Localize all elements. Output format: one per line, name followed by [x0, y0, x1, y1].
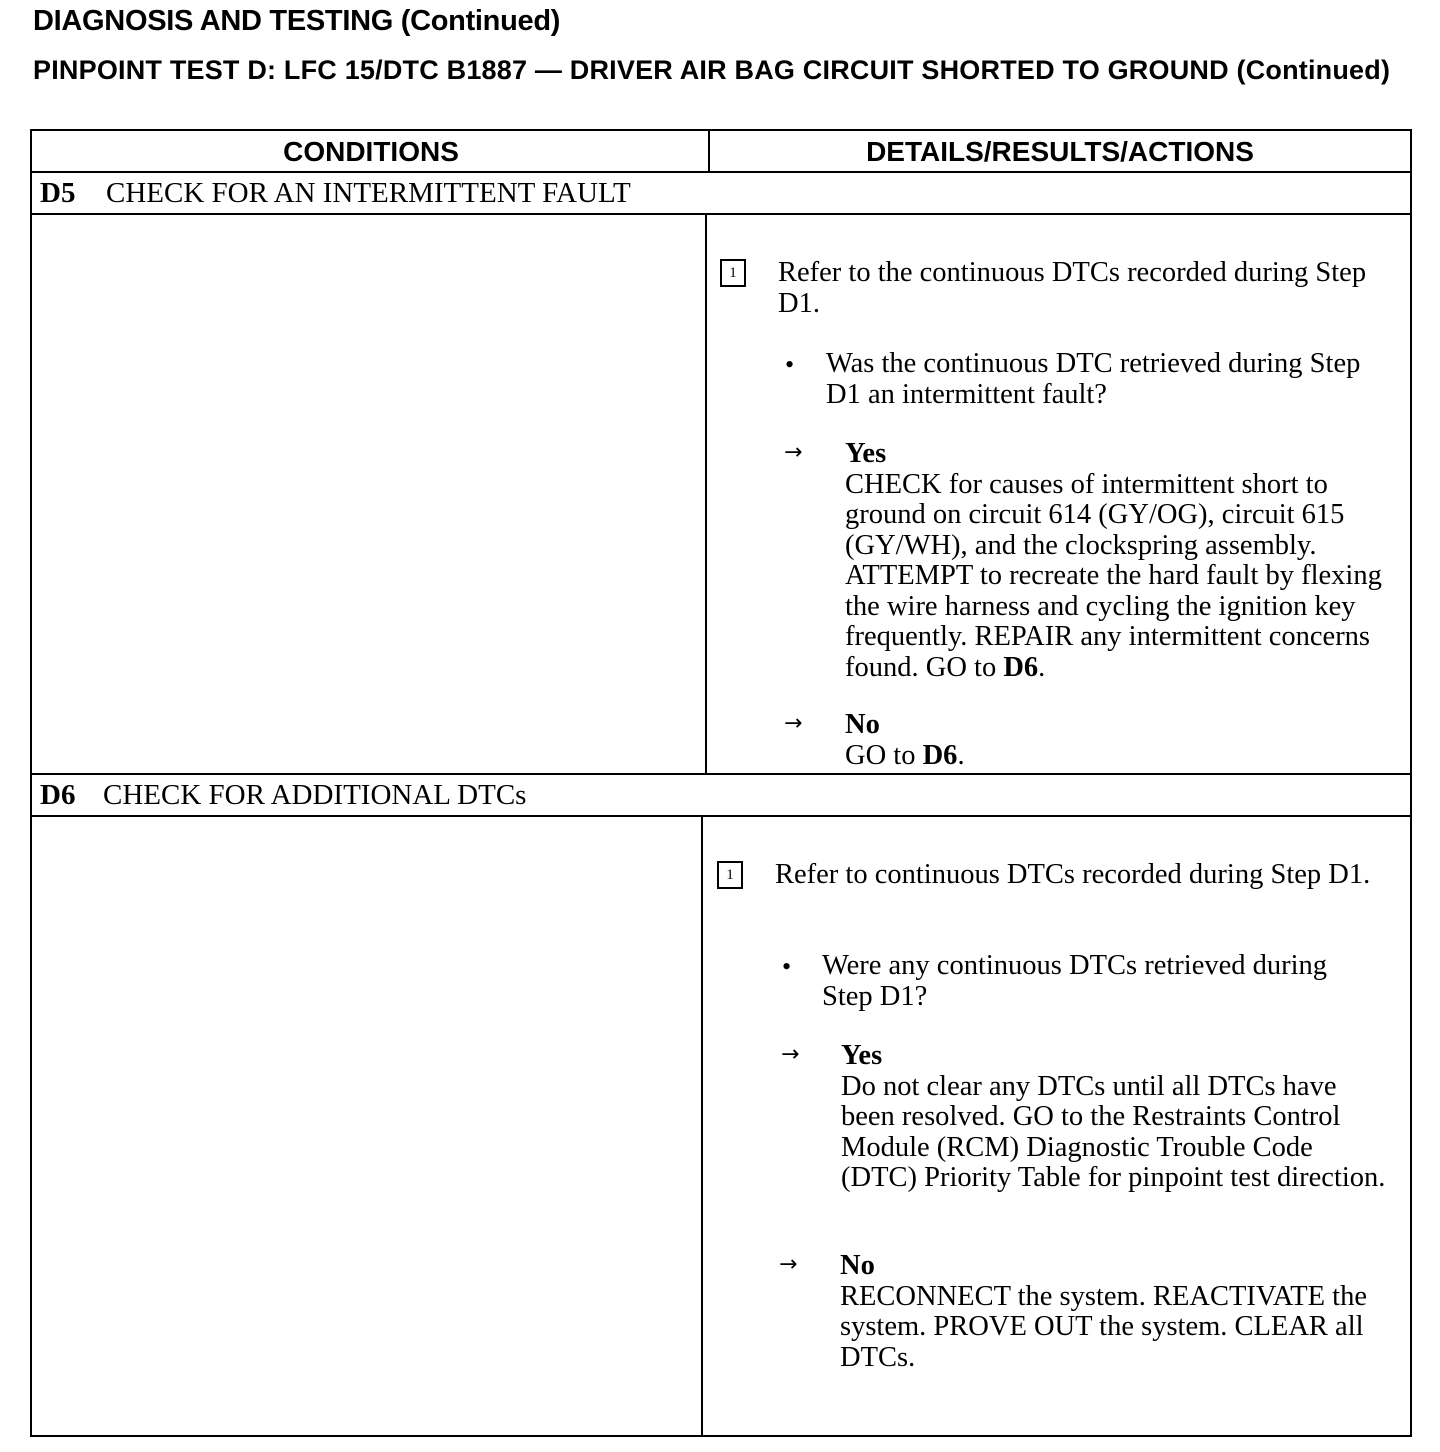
- d5-title-divider: [32, 213, 1410, 215]
- d5-yes-result: [845, 439, 1390, 683]
- d5-yes-action: CHECK for causes of intermittent short to ground on circuit 614 (GY/OG), circuit 615 (GY/WH), and the clockspring assembly. ATTEMPT to recreate the hard fault by flexing the wire harness and cycling the ignition key frequently. REPAIR any intermittent concerns found. GO to D6.: [845, 468, 1382, 683]
- d5-instruction: Refer to the continuous DTCs recorded during Step D1.: [778, 257, 1367, 319]
- step-d6-title-row: [40, 775, 526, 815]
- d5-step-number-box: 1: [720, 259, 746, 287]
- step-d5-title-row: [40, 173, 631, 213]
- d6-no-arrow-icon: →: [779, 1252, 798, 1277]
- d6-step-number-box: 1: [717, 861, 743, 889]
- d5-column-divider: [705, 215, 707, 775]
- d6-no-result: [840, 1251, 1388, 1373]
- d6-instruction: Refer to continuous DTCs recorded during Step D1.: [775, 859, 1371, 890]
- pinpoint-test-title: PINPOINT TEST D: LFC 15/DTC B1887 — DRIVER AIR BAG CIRCUIT SHORTED TO GROUND (Continued): [33, 55, 1391, 85]
- details-column-header: DETAILS/RESULTS/ACTIONS: [866, 136, 1254, 167]
- step-d6-title: CHECK FOR ADDITIONAL DTCs: [103, 779, 527, 811]
- d5-yes-label: Yes: [845, 438, 887, 469]
- d5-no-label: No: [845, 709, 880, 740]
- step-d5-id: D5: [40, 177, 76, 209]
- pinpoint-test-table: [30, 129, 1412, 1437]
- step-d6-id: D6: [40, 779, 76, 811]
- d5-question: Was the continuous DTC retrieved during Step D1 an intermittent fault?: [826, 348, 1361, 410]
- d5-yes-arrow-icon: →: [784, 440, 803, 465]
- d5-bullet-icon: •: [785, 350, 795, 379]
- d5-no-step-ref: D6: [922, 739, 958, 771]
- d5-no-action: GO to D6.: [845, 739, 965, 771]
- d6-bullet-icon: •: [782, 952, 792, 981]
- d6-title-divider: [32, 815, 1410, 817]
- d5-yes-step-ref: D6: [1003, 651, 1039, 683]
- header-column-divider: [708, 131, 710, 173]
- d5-no-arrow-icon: →: [784, 711, 803, 736]
- d6-yes-action: Do not clear any DTCs until all DTCs have been resolved. GO to the Restraints Control Module (RCM) Diagnostic Trouble Code (DTC) Priority Table for pinpoint test direction.: [841, 1070, 1386, 1193]
- d6-no-action: RECONNECT the system. REACTIVATE the system. PROVE OUT the system. CLEAR all DTCs.: [840, 1280, 1367, 1373]
- section-heading: DIAGNOSIS AND TESTING (Continued): [33, 5, 561, 37]
- d6-yes-label: Yes: [841, 1040, 883, 1071]
- step-d5-title: CHECK FOR AN INTERMITTENT FAULT: [106, 177, 631, 209]
- d6-yes-arrow-icon: →: [781, 1042, 800, 1067]
- d6-no-label: No: [840, 1250, 875, 1281]
- d5-no-result: [845, 710, 1390, 771]
- d6-question: Were any continuous DTCs retrieved during Step D1?: [822, 950, 1328, 1012]
- d6-yes-result: [841, 1041, 1389, 1194]
- d6-column-divider: [701, 817, 703, 1435]
- conditions-column-header: CONDITIONS: [283, 136, 459, 167]
